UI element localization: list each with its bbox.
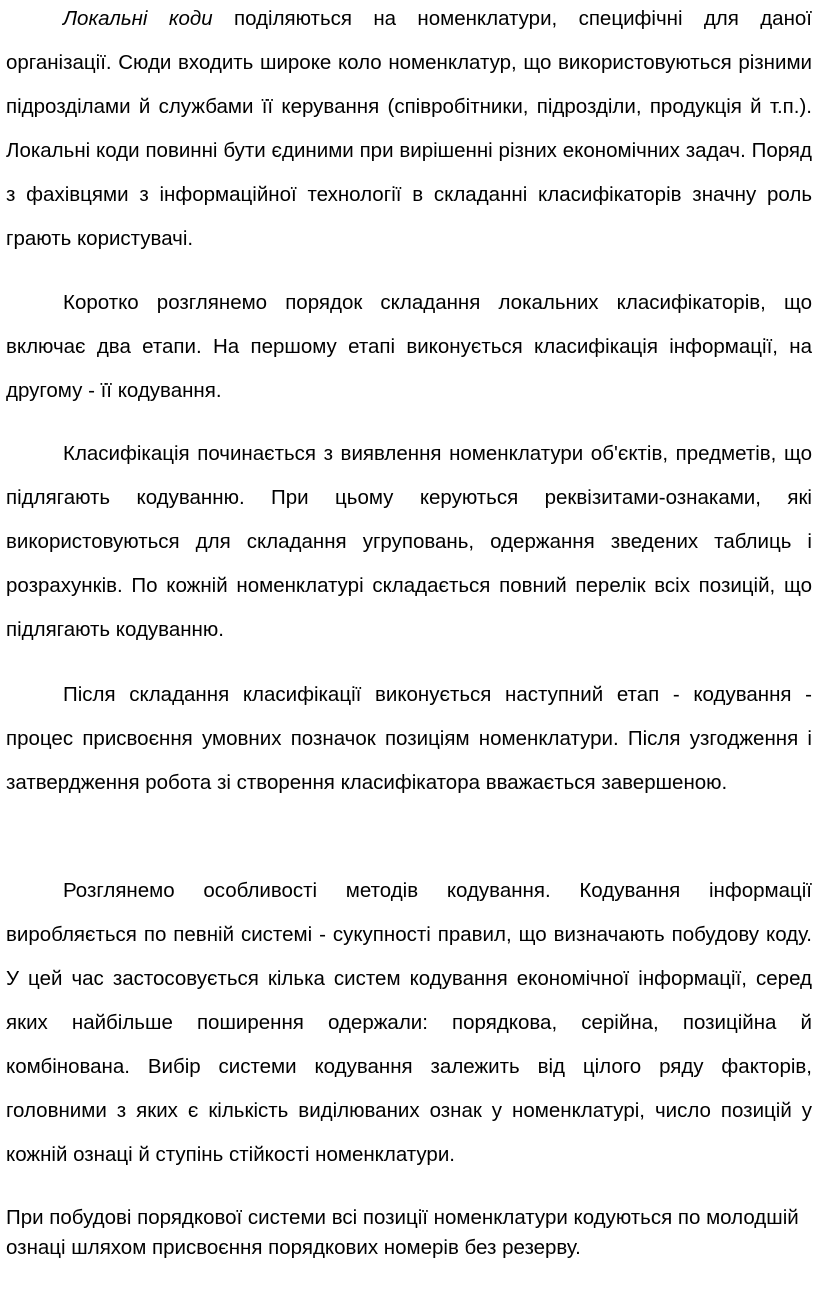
paragraph-local-codes (6, 0, 812, 261)
paragraph-procedure (6, 281, 812, 413)
paragraph-text: поділяються на номенклатури, специфічні для даної організації. Сюди входить широке коло номенклатур, що використовуються різними підрозділами й службами її керування (співробітники, підрозділи, продукція й т.п.). Локальні коди повинні бути єдиними при вирішенні різних економічних задач. Поряд з фахівцями з інформаційної технології в складанні класифікаторів значну роль грають користувачі. (6, 7, 813, 250)
paragraph-coding-methods (6, 869, 812, 1177)
paragraph-lead-term: Локальні коди (63, 7, 213, 30)
paragraph-coding-stage (6, 673, 812, 805)
paragraph-ordinal-system (6, 1203, 812, 1263)
paragraph-text: Розглянемо особливості методів кодування. Кодування інформації виробляється по певній системі - сукупності правил, що визначають побудову коду. У цей час застосовується кілька систем кодування економічної інформації, серед яких найбільше поширення одержали: порядкова, серійна, позиційна й комбінована. Вибір системи кодування залежить від цілого ряду факторів, головними з яких є кількість виділюваних ознак у номенклатурі, число позицій у кожній ознаці й ступінь стійкості номенклатури. (6, 879, 812, 1166)
paragraph-classification (6, 432, 812, 652)
paragraph-text: Класифікація починається з виявлення номенклатури об'єктів, предметів, що підлягають кодуванню. При цьому керуються реквізитами-ознаками, які використовуються для складання угруповань, одержання зведених таблиць і розрахунків. По кожній номенклатурі складається повний перелік всіх позицій, що підлягають кодуванню. (6, 442, 812, 641)
paragraph-text: Після складання класифікації виконується наступний етап - кодування - процес присвоєння умовних позначок позиціям номенклатури. Після узгодження і затвердження робота зі створення класифікатора вважається завершеною. (6, 683, 812, 794)
paragraph-text: При побудові порядкової системи всі позиції номенклатури кодуються по молодшій ознаці шляхом присвоєння порядкових номерів без резерву. (6, 1206, 799, 1259)
paragraph-text: Коротко розглянемо порядок складання локальних класифікаторів, що включає два етапи. На першому етапі виконується класифікація інформації, на другому - її кодування. (6, 291, 812, 402)
